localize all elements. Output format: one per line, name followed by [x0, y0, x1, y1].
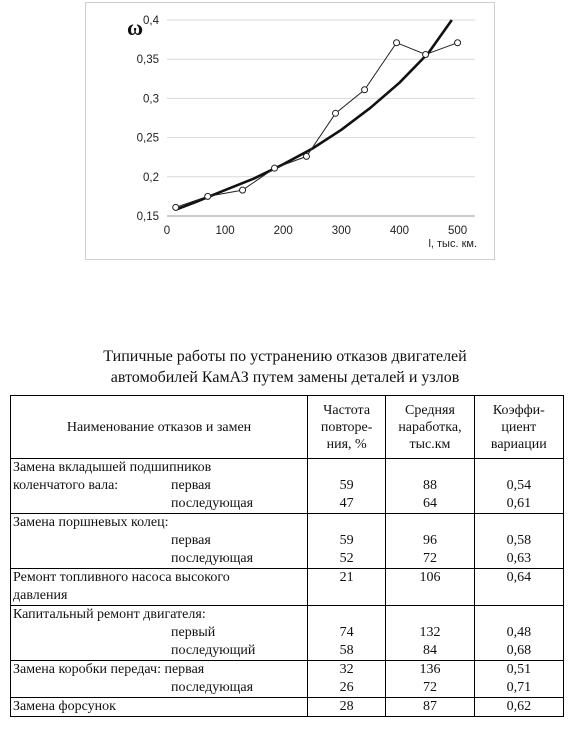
chart-svg	[85, 2, 495, 260]
table-row	[11, 569, 564, 606]
data-point	[333, 110, 339, 116]
row-var: 0,51 0,71	[474, 661, 563, 698]
table-title-line-2: автомобилей КамАЗ путем замены деталей и узлов	[110, 369, 460, 386]
row-dist: 88 64	[386, 459, 474, 514]
data-point	[173, 204, 179, 210]
row-name-piston-rings: Замена поршневых колец: первая последующая	[11, 514, 308, 569]
y-tick-label: 0,2	[143, 171, 159, 184]
table-row	[11, 661, 564, 698]
row-freq: 74 58	[308, 606, 386, 661]
x-axis-title: l, тыс. км.	[428, 238, 477, 250]
row-dist: 136 72	[386, 661, 474, 698]
header-variation: Коэффи- циент вариации	[474, 396, 563, 459]
data-point	[272, 165, 278, 171]
row-freq: 21	[308, 569, 386, 606]
x-tick-label: 0	[163, 225, 171, 237]
row-dist: 87	[386, 698, 474, 717]
data-point	[423, 51, 429, 57]
table-title	[0, 346, 570, 388]
table-row	[11, 606, 564, 661]
row-name-engine-overhaul: Капитальный ремонт двигателя: первый последующий	[11, 606, 308, 661]
data-point	[362, 87, 368, 93]
table-title-line-1: Типичные работы по устранению отказов двигателей	[103, 348, 467, 365]
row-var: 0,58 0,63	[474, 514, 563, 569]
row-name-gearbox: Замена коробки передач: первая последующая	[11, 661, 308, 698]
x-tick-label: 200	[273, 225, 293, 237]
failure-rate-chart	[85, 2, 495, 260]
table-header-row	[11, 396, 564, 459]
row-dist: 106	[386, 569, 474, 606]
data-point	[394, 40, 400, 46]
data-point	[303, 153, 309, 159]
x-tick-label: 500	[447, 225, 468, 237]
table-row	[11, 698, 564, 717]
row-freq: 59 52	[308, 514, 386, 569]
y-tick-label: 0,15	[136, 211, 159, 223]
data-point	[455, 40, 461, 46]
row-var: 0,48 0,68	[474, 606, 563, 661]
failures-table	[10, 395, 564, 717]
y-axis-title: ω	[127, 15, 144, 40]
y-tick-label: 0,3	[143, 93, 159, 106]
row-freq: 28	[308, 698, 386, 717]
x-tick-label: 400	[389, 225, 410, 237]
data-point	[240, 187, 246, 193]
row-var: 0,64	[474, 569, 563, 606]
row-name-bearings: Замена вкладышей подшипников коленчатого вала: первая последующая	[11, 459, 308, 514]
row-name-injectors: Замена форсунок	[11, 698, 308, 717]
x-tick-label: 300	[331, 225, 351, 237]
header-frequency: Частота повторе- ния, %	[308, 396, 386, 459]
y-tick-label: 0,4	[143, 15, 159, 27]
y-tick-label: 0,25	[136, 132, 159, 145]
table-row	[11, 514, 564, 569]
row-freq: 32 26	[308, 661, 386, 698]
row-var: 0,62	[474, 698, 563, 717]
row-dist: 96 72	[386, 514, 474, 569]
row-var: 0,54 0,61	[474, 459, 563, 514]
row-freq: 59 47	[308, 459, 386, 514]
row-name-fuel-pump: Ремонт топливного насоса высокого давления	[11, 569, 308, 606]
data-point	[205, 193, 211, 199]
x-tick-label: 100	[215, 225, 235, 237]
header-name: Наименование отказов и замен	[11, 396, 308, 459]
y-tick-label: 0,35	[136, 54, 159, 67]
row-dist: 132 84	[386, 606, 474, 661]
header-mean-mileage: Средняя наработка, тыс.км	[386, 396, 474, 459]
table-row	[11, 459, 564, 514]
